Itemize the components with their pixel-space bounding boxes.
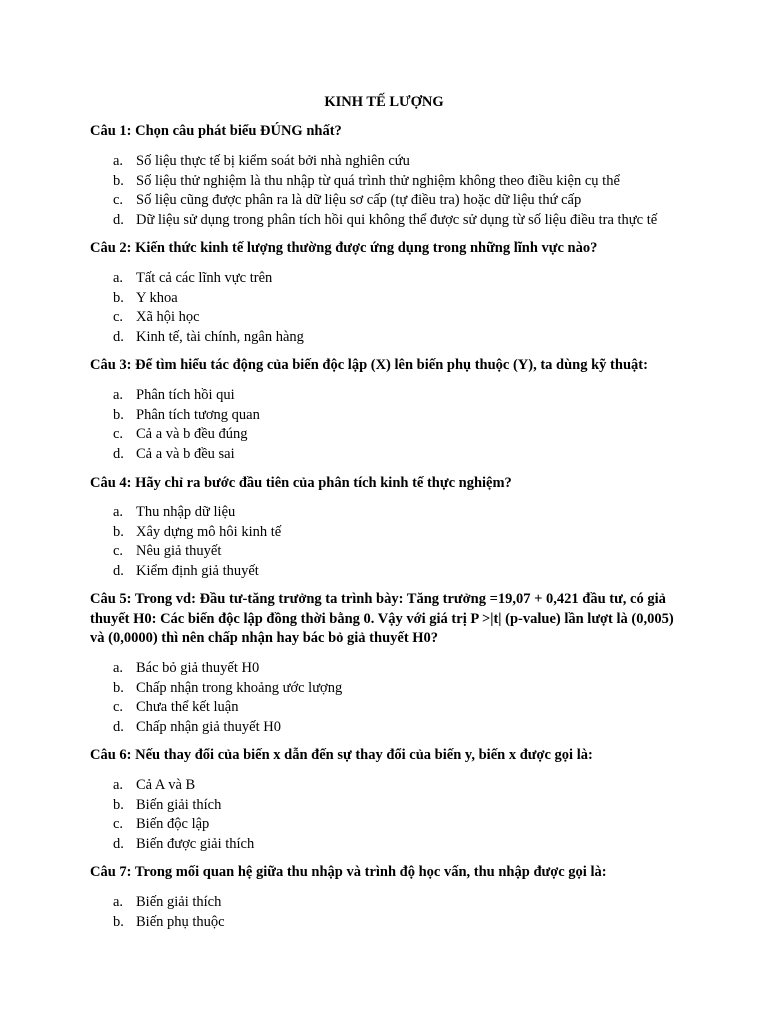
option-letter: b. bbox=[113, 172, 124, 189]
question-1: Câu 1: Chọn câu phát biểu ĐÚNG nhất? bbox=[90, 123, 342, 139]
option-text: Xã hội học bbox=[136, 309, 200, 325]
option-2d bbox=[90, 328, 730, 348]
option-3b bbox=[90, 406, 730, 426]
document-title: KINH TẾ LƯỢNG bbox=[324, 94, 444, 110]
option-text: Biến được giải thích bbox=[136, 835, 255, 852]
option-letter: b. bbox=[113, 796, 124, 813]
option-7a bbox=[90, 893, 730, 913]
option-5a bbox=[90, 659, 730, 679]
option-letter: a. bbox=[113, 894, 124, 910]
option-letter: d. bbox=[113, 718, 124, 735]
option-text: Thu nhập dữ liệu bbox=[136, 504, 236, 520]
option-text: Kinh tế, tài chính, ngân hàng bbox=[136, 328, 304, 345]
option-letter: a. bbox=[113, 504, 124, 520]
question-3: Câu 3: Để tìm hiểu tác động của biến độc lập (X) lên biến phụ thuộc (Y), ta dùng kỹ thuật: bbox=[90, 357, 648, 373]
option-4b bbox=[90, 523, 730, 543]
option-text: Kiểm định giả thuyết bbox=[136, 562, 259, 579]
option-text: Biến giải thích bbox=[136, 894, 222, 910]
option-5b bbox=[90, 679, 730, 699]
option-letter: c. bbox=[113, 426, 124, 442]
option-1a bbox=[90, 152, 730, 172]
option-text: Xây dựng mô hôi kinh tế bbox=[136, 523, 282, 540]
question-6: Câu 6: Nếu thay đổi của biến x dẫn đến sự thay đổi của biến y, biến x được gọi là: bbox=[90, 747, 593, 763]
option-letter: a. bbox=[113, 153, 124, 169]
option-2b bbox=[90, 289, 730, 309]
option-letter: d. bbox=[113, 445, 124, 462]
option-2c bbox=[90, 308, 730, 328]
option-text: Cả a và b đều đúng bbox=[136, 426, 248, 442]
option-3c bbox=[90, 425, 730, 445]
option-text: Phân tích hồi qui bbox=[136, 387, 235, 403]
option-5d bbox=[90, 718, 730, 738]
option-letter: b. bbox=[113, 679, 124, 696]
option-text: Chấp nhận giả thuyết H0 bbox=[136, 718, 281, 735]
option-letter: d. bbox=[113, 328, 124, 345]
option-text: Chấp nhận trong khoảng ước lượng bbox=[136, 679, 343, 696]
option-text: Số liệu thực tế bị kiểm soát bởi nhà nghiên cứu bbox=[136, 153, 410, 169]
option-letter: c. bbox=[113, 309, 124, 325]
option-4d bbox=[90, 562, 730, 582]
question-2-options bbox=[90, 269, 730, 347]
option-letter: a. bbox=[113, 777, 124, 793]
option-letter: c. bbox=[113, 543, 124, 559]
option-6d bbox=[90, 835, 730, 855]
option-letter: c. bbox=[113, 699, 124, 715]
option-text: Phân tích tương quan bbox=[136, 406, 260, 423]
option-letter: d. bbox=[113, 835, 124, 852]
question-6-options bbox=[90, 776, 730, 854]
option-letter: b. bbox=[113, 523, 124, 540]
option-6b bbox=[90, 796, 730, 816]
option-4a bbox=[90, 503, 730, 523]
option-text: Biến độc lập bbox=[136, 816, 210, 832]
option-letter: c. bbox=[113, 816, 124, 832]
option-6a bbox=[90, 776, 730, 796]
question-1-options bbox=[90, 152, 730, 230]
question-3-options bbox=[90, 386, 730, 464]
option-letter: d. bbox=[113, 211, 124, 228]
option-3d bbox=[90, 445, 730, 465]
option-text: Số liệu thử nghiệm là thu nhập từ quá trình thử nghiệm không theo điều kiện cụ thể bbox=[136, 172, 620, 189]
question-4-options bbox=[90, 503, 730, 581]
option-6c bbox=[90, 815, 730, 835]
option-1d bbox=[90, 211, 730, 231]
question-5: Câu 5: Trong vd: Đầu tư-tăng trưởng ta trình bày: Tăng trưởng =19,07 + 0,421 đầu tư, có giả thuyết H0: Các biến độc lập đồng thời bằng 0. Vậy với giá trị P >|t| (p-value) lần lượt là (0,005) và (0,0000) thì nên chấp nhận hay bác bỏ giả thuyết H0? bbox=[90, 591, 674, 646]
option-text: Tất cả các lĩnh vực trên bbox=[136, 270, 273, 286]
question-7-options bbox=[90, 893, 730, 932]
option-text: Biến giải thích bbox=[136, 796, 222, 813]
option-letter: b. bbox=[113, 913, 124, 930]
option-1c bbox=[90, 191, 730, 211]
option-text: Bác bỏ giả thuyết H0 bbox=[136, 660, 260, 676]
question-4: Câu 4: Hãy chỉ ra bước đầu tiên của phân tích kinh tế thực nghiệm? bbox=[90, 475, 512, 491]
option-text: Dữ liệu sử dụng trong phân tích hồi qui không thể được sử dụng từ số liệu điều tra thực tế bbox=[136, 211, 658, 228]
option-letter: d. bbox=[113, 562, 124, 579]
question-5-options bbox=[90, 659, 730, 737]
question-2: Câu 2: Kiến thức kinh tế lượng thường được ứng dụng trong những lĩnh vực nào? bbox=[90, 240, 598, 256]
option-letter: a. bbox=[113, 660, 124, 676]
option-text: Cả a và b đều sai bbox=[136, 445, 235, 462]
option-text: Y khoa bbox=[136, 289, 178, 306]
option-text: Chưa thể kết luận bbox=[136, 699, 239, 715]
option-letter: c. bbox=[113, 192, 124, 208]
option-text: Cả A và B bbox=[136, 777, 196, 793]
option-5c bbox=[90, 698, 730, 718]
question-7: Câu 7: Trong mối quan hệ giữa thu nhập và trình độ học vấn, thu nhập được gọi là: bbox=[90, 864, 607, 880]
option-2a bbox=[90, 269, 730, 289]
option-7b bbox=[90, 913, 730, 933]
option-letter: a. bbox=[113, 270, 124, 286]
option-3a bbox=[90, 386, 730, 406]
option-text: Số liệu cũng được phân ra là dữ liệu sơ cấp (tự điều tra) hoặc dữ liệu thứ cấp bbox=[136, 192, 582, 208]
option-letter: b. bbox=[113, 289, 124, 306]
option-letter: a. bbox=[113, 387, 124, 403]
option-1b bbox=[90, 172, 730, 192]
option-letter: b. bbox=[113, 406, 124, 423]
option-text: Biến phụ thuộc bbox=[136, 913, 225, 930]
option-4c bbox=[90, 542, 730, 562]
option-text: Nêu giả thuyết bbox=[136, 543, 222, 559]
